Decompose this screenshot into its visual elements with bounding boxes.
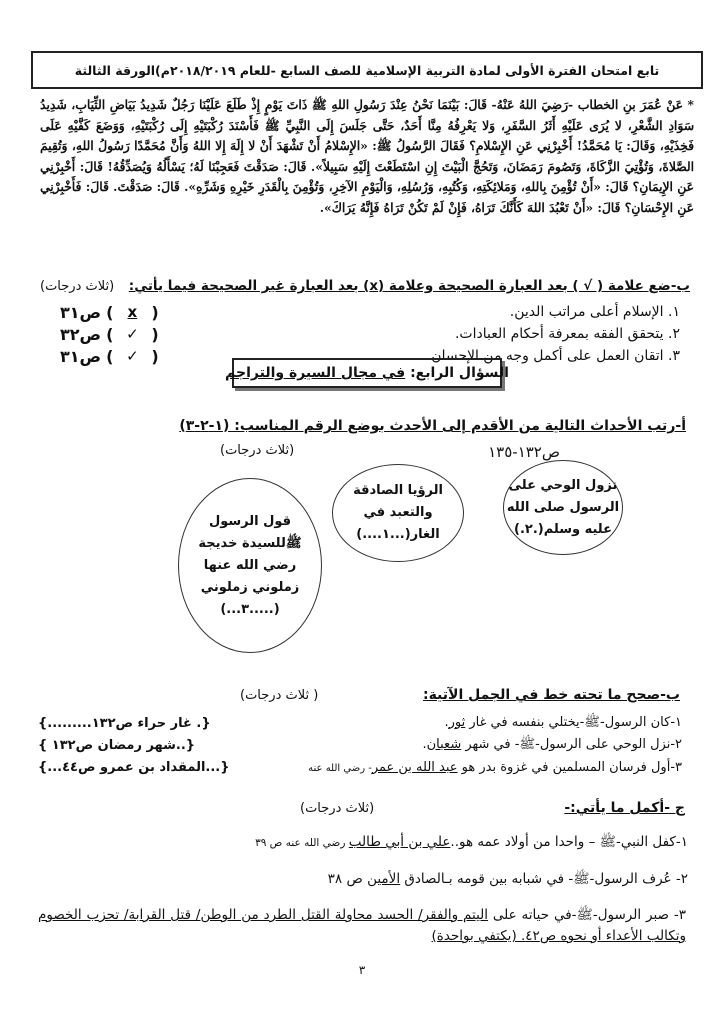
correction-row [38,757,682,777]
statement-answer: ( ✓ ) ص٣٢ [60,324,159,344]
section-b-header [40,272,690,294]
statement-text: ٣. اتقان العمل على أكمل وجه من الإحسان. [426,348,680,364]
correction-row [38,735,682,755]
event-line: زملوني زملوني [200,579,300,595]
completion-answer: الأمين [367,871,401,887]
section-b-title: ب-ضع علامة ( √ ) بعد العبارة الصحيحة وعلامة (x) بعد العبارة غير الصحيحة فيما يأتي: [128,278,690,294]
correction-sentence: ٢-نزل الوحي على الرسول-ﷺ- في شهر شعبان. [422,736,682,752]
event-line: قول الرسول [208,513,292,529]
question-4-title [225,365,509,381]
completion-answer: اليتم والفقر/ الحسد محاولة القتل الطرد من الوطن/ قتل القرابة/ تحزب الخصوم وتكالب الأعداء أو نحوه ص٤٢. (يكتفي بواحدة) [38,907,686,944]
event-ellipse [332,464,464,562]
page-reference: ص٣١ [60,346,102,366]
page-reference: ص٣١ [60,302,102,322]
correction-answer: {...المقداد بن عمرو ص٤٤...} [38,759,230,775]
event-line: الرؤيا الصادقة [353,483,443,498]
section-b-marks: (ثلاث درجات) [40,279,115,294]
correction-sentence: ١-كان الرسول-ﷺ-يختلي بنفسه في غار ثور. [444,714,682,730]
event-line: الغار(...١....) [356,527,440,542]
answer-mark: ✓ [126,325,139,343]
statement-answer: ( x ) ص٣١ [60,302,159,322]
section-a-marks: (ثلاث درجات) [220,443,295,458]
section-j-title: ج -أكمل ما يأتي:- [564,800,685,816]
completion-answer: علي بن أبي طالب [348,834,451,850]
question-4-prefix: السؤال الرابع: [410,365,509,381]
section-b2-marks: ( ثلاث درجات) [240,688,319,703]
statement-row [60,322,680,346]
event-line: والتعبد في [363,505,433,520]
section-a-title: أ-رتب الأحداث التالية من الأقدم إلى الأحدث بوضع الرقم المناسب: (١-٢-٣) [179,418,686,434]
completion-line: ١-كفل النبي-ﷺ – واحدا من أولاد عمه هو..علي بن أبي طالب رضي الله عنه ص ٣٩ [255,834,688,850]
correction-row [38,713,682,733]
statement-text: ٢. يتحقق الفقه بمعرفة أحكام العبادات. [454,326,680,342]
event-ellipse [503,460,623,555]
section-b2-title: ب-صحح ما تحته خط في الجمل الآتية: [422,687,680,703]
hadith-text: * عَنْ عُمَرَ بنِ الخطاب -رَضِيَ اللهُ عَنْهُ- قَالَ: بَيْنَمَا نَحْنُ عِنْدَ رَسُولِ اللهِ ﷺ ذَاتَ يَوْمٍ إِذْ طَلَعَ عَلَيْنَا رَجُلٌ شَدِيدُ بَيَاضِ الثِّيَابِ، شَدِيدُ سَوَادِ الشَّعْرِ، لا يُرَى عَلَيْهِ أَثَرُ السَّفَرِ، وَلا يَعْرِفُهُ مِنَّا أَحَدٌ، حَتَّى جَلَسَ إِلَى النَّبِيِّ ﷺ فَأَسْنَدَ رُكْبَتَيْهِ إِلَى رُكْبَتَيْهِ، وَوَضَعَ كَفَّيْهِ عَلَى فَخِذَيْهِ، وَقَالَ: يَا مُحَمَّدُ! أَخْبِرْنِي عَنِ الإِسْلامِ؟ فَقَالَ الرَّسُولُ ﷺ: «الإِسْلامُ أَنْ تَشْهَدَ أَنْ لا إِلَهَ إِلا اللهُ وَأَنَّ مُحَمَّدًا رَسُولُ اللهِ، وَتُقِيمَ الصَّلاةَ، وَتُؤْتِيَ الزَّكَاةَ، وَتَصُومَ رَمَضَانَ، وَتَحُجَّ الْبَيْتَ إِنِ اسْتَطَعْتَ إِلَيْهِ سَبِيلاً». قَالَ: صَدَقْتَ فَعَجِبْنَا لَهُ؛ يَسْأَلُهُ وَيُصَدِّقُهُ! قَالَ: أَخْبِرْنِي عَنِ الإِيمَانِ؟ قَالَ: «أَنْ تُؤْمِنَ بِاللهِ، وَمَلائِكَتِهِ، وَكُتُبِهِ، وَرُسُلِهِ، وَالْيَوْمِ الآخِرِ، وَتُؤْمِنَ بِالْقَدَرِ خَيْرِهِ وَشَرِّهِ». قَالَ: صَدَقْتَ. قَالَ: فَأَخْبِرْنِي عَنِ الإِحْسَانِ؟ قَالَ: «أَنْ تَعْبُدَ اللهَ كَأَنَّكَ تَرَاهُ، فَإِنْ لَمْ تَكُنْ تَرَاهُ فَإِنَّهُ يَرَاكَ». [40,97,694,215]
event-line: رضي الله عنها [203,557,297,573]
event-line: (.....٣...) [220,601,280,617]
event-ellipse [178,478,322,653]
completion-line-multi: ٣- صبر الرسول-ﷺ-في حياته على اليتم والفقر/ الحسد محاولة القتل الطرد من الوطن/ قتل القرابة/ تحزب الخصوم وتكالب الأعداء أو نحوه ص٤٢. (يكتفي بواحدة) [38,907,686,944]
underlined-word: شعبان [426,736,462,752]
exam-title: تابع امتحان الفترة الأولى لمادة التربية الإسلامية للصف السابع -للعام ٢٠١٨/٢٠١٩م)الورقة الثالثة [74,62,660,78]
answer-mark: x [127,303,138,321]
event-line: الرسول صلى الله [506,499,620,515]
section-j-marks: (ثلاث درجات) [300,801,375,816]
section-j-header [300,800,685,816]
statement-answer: ( ✓ ) ص٣١ [60,346,159,366]
event-line: عليه وسلم(.٢.) [514,521,612,537]
underlined-word: عبد الله بن عمر [371,759,458,775]
section-b2-header [240,687,680,703]
underlined-word: ثور [448,714,466,730]
event-line: نزول الوحي على [508,477,618,493]
statement-row [60,300,680,324]
question-4-box [225,358,509,388]
exam-header [31,51,703,89]
statement-text: ١. الإسلام أعلى مراتب الدين. [509,304,680,320]
page-reference: ص٣٢ [60,324,102,344]
section-a-sub [220,443,560,461]
answer-mark: ✓ [126,347,139,365]
section-a-pages: ص١٣٢-١٣٥ [488,443,560,461]
completion-line: ٢- عُرف الرسول-ﷺ- في شبابه بين قومه بـالصادق الأمين ص ٣٨ [327,871,688,887]
correction-sentence: ٣-أول فرسان المسلمين في غزوة بدر هو عبد الله بن عمر- رضي الله عنه [308,759,682,775]
event-line: ﷺللسيدة خديجة [198,535,302,551]
correction-answer: {..شهر رمضان ص١٣٢ } [38,737,196,753]
correction-answer: {. غار حراء ص١٣٢.........} [38,715,211,731]
page-number: ٣ [358,963,366,977]
question-4-topic: في مجال السيرة والتراجم [225,365,406,381]
